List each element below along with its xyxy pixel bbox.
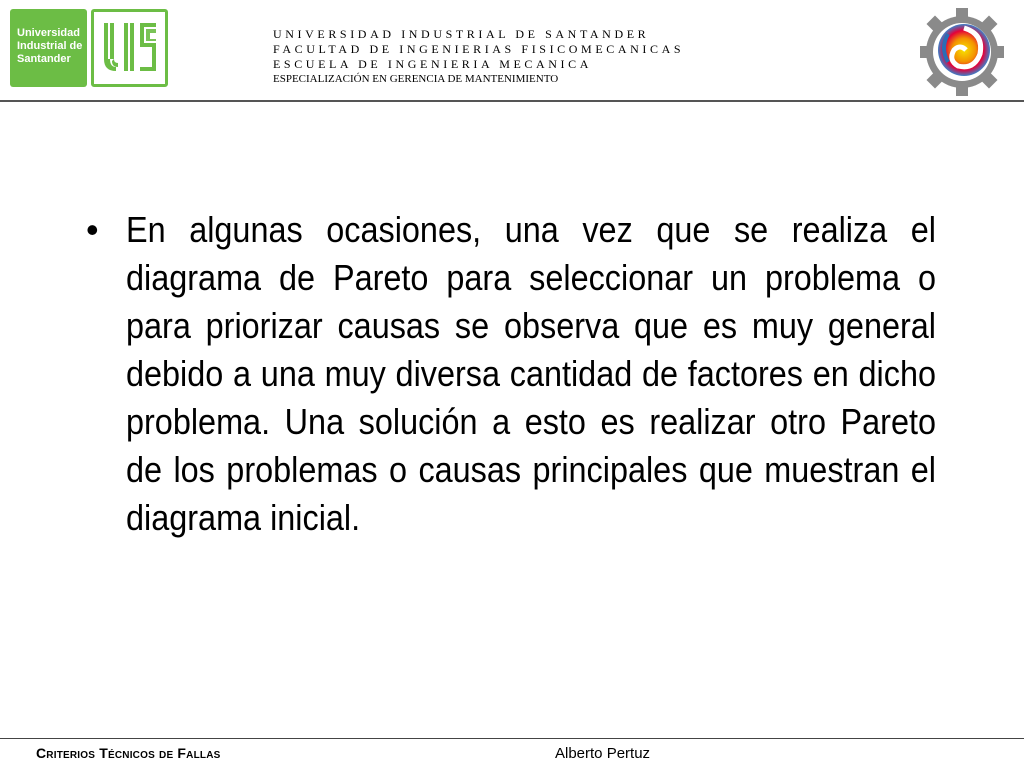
header-university: UNIVERSIDAD INDUSTRIAL DE SANTANDER — [273, 27, 650, 41]
uis-logo-mark — [100, 17, 160, 79]
header-specialization: ESPECIALIZACIÓN EN GERENCIA DE MANTENIMIENTO — [273, 73, 559, 85]
uis-logo — [91, 9, 168, 87]
bullet-text: En algunas ocasiones, una vez que se realiza el diagrama de Pareto para seleccionar un problema o para priorizar causas se observa que es muy general debido a una muy diversa cantidad de factores en dicho problema. Una solución a esto es realizar otro Pareto de los problemas o causas principales que muestran el diagrama inicial. — [126, 209, 936, 538]
university-logo-line-2: Industrial de — [17, 40, 83, 52]
footer-author: Alberto Pertuz — [555, 745, 651, 762]
footer-title: Criterios Técnicos de Fallas — [36, 745, 221, 761]
institution-header — [273, 27, 684, 86]
university-logo — [10, 9, 87, 87]
footer-divider — [0, 738, 1024, 739]
university-logo-line-1: Universidad — [17, 27, 80, 39]
gear-swirl-logo-icon — [918, 4, 1006, 96]
university-logo-line-3: Santander — [17, 53, 71, 65]
header-divider — [0, 100, 1024, 102]
bullet-marker: • — [86, 209, 99, 250]
header-school: ESCUELA DE INGENIERIA MECANICA — [273, 57, 592, 71]
header-faculty: FACULTAD DE INGENIERIAS FISICOMECANICAS — [273, 42, 685, 56]
